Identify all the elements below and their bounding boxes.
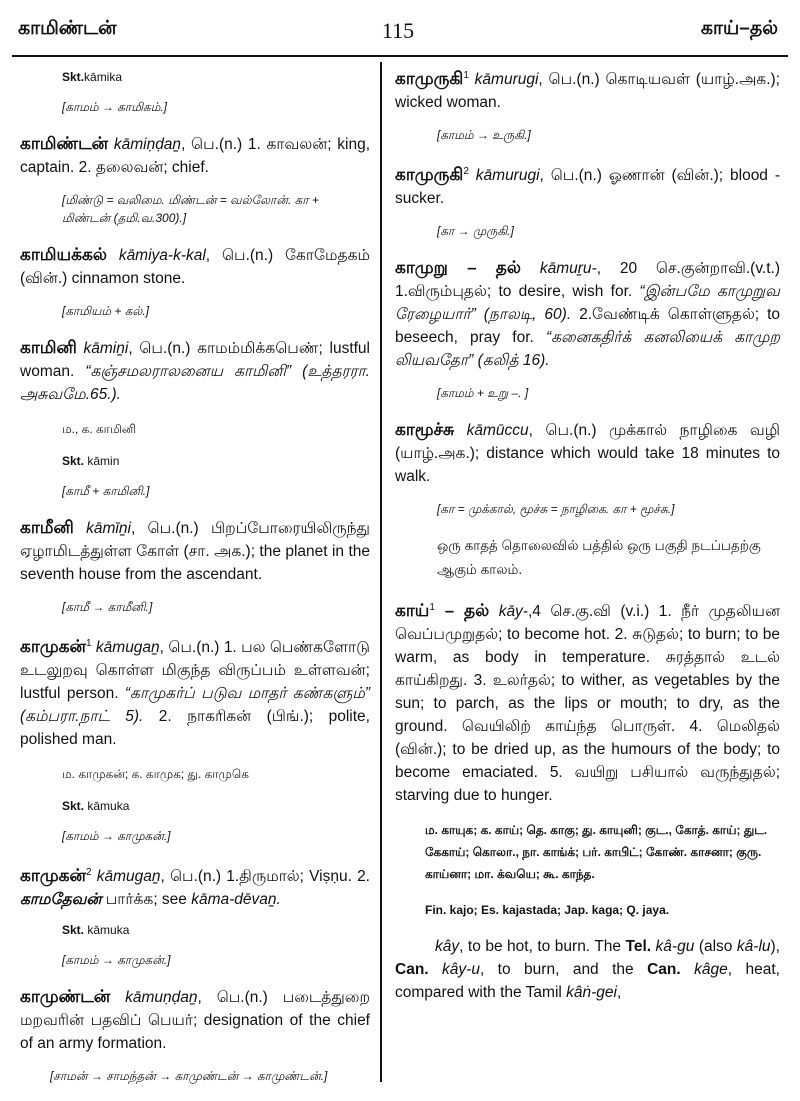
dictionary-entry [20,132,370,179]
quotation: “காமுகர்ப் படுவ மாதர் கண்களும்” (கம்பரா.நாட் 5). [20,685,371,726]
homonym-number: 1 [429,602,435,614]
headword: காமுறு – தல் [395,258,521,278]
transliteration: kāmiṇḍaṉ [113,136,182,153]
etymology: [காமம் → காமிகம்.] [62,100,168,114]
sanskrit-note: Skt. kāmin [62,454,120,468]
homonym-number: 1 [86,638,92,649]
headword: காய் [395,601,430,621]
dictionary-entry [20,516,370,586]
sanskrit-note: Skt. kāmuka [62,923,130,938]
commentary-paragraph: kây, to be hot, to burn. The Tel. kâ-gu (also kâ-lu), Can. kây-u, to burn, and the Can. kâge, heat, compared with the Tamil kâṅ-gei, [395,938,780,1002]
headword: காமிண்டன் [20,134,109,153]
definition: , பெ.(n.) பிறப்போரையிலிருந்து ஏழாமிடத்துள்ள கோள் (சா. அக.); the planet in the seventh house from the ascendant. [20,520,370,583]
etymology: [காமம் → காமுகன்.] [62,829,171,844]
quotation: “இன்பமே காமுறுவ ரேழையார்” (நாலடி, 60). [395,283,780,324]
definition-continued: 2.வேண்டிக் கொள்ளுதல்; to beseech, pray for. [395,306,780,347]
headword: காமியக்கல் [20,245,107,264]
etymology: [மிண்டு = வலிமை. மிண்டன் = வல்லோன். கா + மிண்டன் (தமி.வ.300).] [62,193,319,225]
dictionary-entry [395,64,780,114]
transliteration: kāmuṇḍaṉ [125,989,198,1007]
transliteration: kāmūccu [466,422,529,440]
dictionary-entry [395,256,780,372]
cross-reference: காமதேவன் [20,891,102,909]
etymology: [சாமன் → சாமந்தன் → காமுண்டன் → காமுண்டன்.] [50,1069,328,1084]
definition: , பெ.(n.) படைத்துறை மறவரின் பதவிப் பெயர்; designation of the chief of an army formation. [20,989,370,1053]
left-column [20,64,370,1101]
etymology: [காமம் → உருகி.] [437,128,531,143]
dictionary-entry [395,596,780,807]
sanskrit-note: Skt. kāmuka [62,799,130,814]
column-divider [380,62,382,1082]
dictionary-entry [20,243,370,290]
definition: , பெ.(n.) கொடியவள் (யாழ்.அக.); wicked woman. [395,71,780,112]
quotation: “கஞ்சமலராலனைய காமினி” (உத்தரரா. அசுவமே.65.). [20,363,370,403]
etymology: [காமம் → காமுகன்.] [62,953,171,968]
transliteration: kāmiya-k-kal [118,247,206,264]
dictionary-entry [20,336,370,406]
headword: காமுண்டன் [20,987,111,1007]
transliteration: kāmuṟu- [539,260,597,278]
header-left-guideword: காமிண்டன் [18,18,117,39]
page-header [18,18,778,54]
headword: காமுருகி [395,69,464,89]
etymology: [கா = முக்கால், மூச்சு = நாழிகை. கா + மூச்சு.] [437,502,675,517]
foreign-cognates: Fin. kajo; Es. kajastada; Jap. kaga; Q. jaya. [425,903,670,918]
header-rule [12,55,788,57]
etymology: [காமீ + காமினி.] [62,484,150,498]
header-right-guideword: காய்–தல் [700,18,778,39]
definition: , பெ.(n.) ஓணான் (வின்.); blood - sucker. [395,167,780,208]
etymology: [கா → முருகி.] [437,224,514,239]
definition: , பெ.(n.) முக்கால் நாழிகை வழி (யாழ்.அக.); distance which would take 18 minutes to walk. [395,422,781,486]
etymology: [காமம் + உறு –. ] [437,386,529,401]
definition: , பெ.(n.) 1. காவலன்; king, captain. 2. தலைவன்; chief. [20,136,371,176]
homonym-number: 2 [463,166,469,178]
transliteration: kāmugaṉ [95,639,160,657]
homonym-number: 1 [463,70,469,81]
quotation: “கனைகதிர்க் கனலியைக் காமுற லியவதோ” (கலித் 16). [395,329,781,370]
headword: காமீனி [20,518,74,537]
see-transliteration: kāma-dēvaṉ. [191,891,281,909]
transliteration: kāy- [498,603,528,621]
headword: காமினி [20,338,77,357]
transliteration: kāmīṉi [86,520,131,537]
definition: , பெ.(n.) 1.திருமால்; Viṣṇu. 2. [160,868,370,886]
dictionary-entry [20,861,370,911]
transliteration: kāmurugi [475,167,540,185]
transliteration: kāmurugi [474,71,539,89]
sanskrit-note: Skt.kāmika [62,70,123,84]
headword: காமூச்சு [395,420,455,440]
page-number: 115 [381,18,415,43]
cognates: ம. காமுகன்; க. காமுக; து. காமுகெ [62,767,249,782]
definition: , பெ.(n.) கோமேதகம் (வின்.) cinnamon stone. [20,247,370,287]
dictionary-entry [20,985,370,1055]
transliteration: kāmugaṉ [96,868,161,886]
transliteration: kāmiṉi [83,340,129,357]
dictionary-entry [395,160,780,210]
dictionary-entry [395,418,780,488]
right-column [395,64,780,1004]
definition-continued: பார்க்க; see [101,891,192,909]
definition: ,4 செ.கு.வி (v.i.) 1. நீர் முதலியன வெப்பமுறுதல்; to become hot. 2. சுடுதல்; to burn; to be warm, as body in temperature. சுரத்தால் உடல் காய்கிறது. 3. உலர்தல்; to wither, as vegetables by the sun; to parch, as the lips or mouth; to dry, as the ground. வெயிலிற் காய்ந்த பொருள். 4. மெலிதல் (வின்.); to be dried up, as the humours of the body; to become emaciated. 5. வயிறு பசியால் வருந்துதல்; starving due to hunger. [395,603,780,805]
definition: , பெ.(n.) காமம்மிக்கபெண்; lustful woman. [20,340,370,380]
etymology: [காமியம் + கல்.] [62,304,150,318]
cognates: ம. காயுக; க. காய்; தெ. காகு; து. காயுனி; குட., கோத். காய்; துட. கேகாய்; கொலா., நா. காங்க்; பர். காபிட்; கோண். காசனா; குரு. காய்னா; மா. க்வயெ; கூ. காந்த. [425,823,768,882]
headword: காமுருகி [395,165,464,185]
dictionary-entry [20,632,370,751]
definition: , 20 செ.குன்றாவி.(v.t.) 1.விரும்புதல்; to desire, wish for. [395,260,780,301]
definition: , பெ.(n.) 1. பல பெண்களோடு உடலுறவு கொள்ள மிகுந்த விருப்பம் உள்ளவன்; lustful person. [20,639,370,703]
explanatory-note: ஒரு காதத் தொலைவில் பத்தில் ஒரு பகுதி நடப்பதற்கு ஆகும் காலம். [437,538,761,578]
headword: காமுகன் [20,637,86,657]
etymology: [காமீ → காமீனி.] [62,600,153,614]
cognates: ம., க. காமினி [62,422,137,436]
definition-continued: 2. நாகரிகன் (பிங்.); polite, polished man. [20,708,370,749]
homonym-number: 2 [86,867,92,879]
headword: காமுகன் [20,866,86,886]
headword-suffix: – தல் [434,601,490,621]
